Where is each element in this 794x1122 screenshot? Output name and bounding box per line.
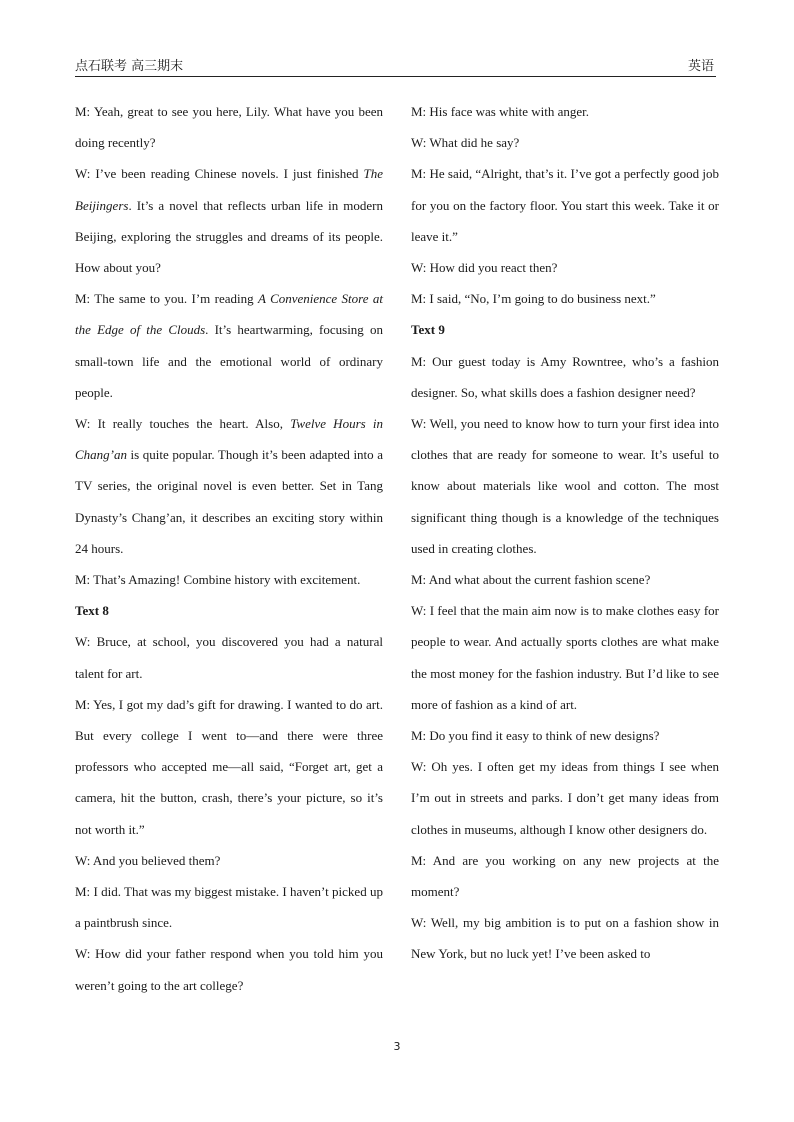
text-run: W: How did you react then? (411, 260, 558, 276)
text-run: M: I did. That was my biggest mistake. I haven’t picked up a paintbrush since. (75, 884, 383, 931)
header-subject: 英语 (687, 59, 714, 74)
text-run: M: And what about the current fashion scene? (411, 572, 651, 588)
dialogue-line (411, 595, 719, 720)
text-run: M: I said, “No, I’m going to do business next.” (411, 291, 656, 307)
section-heading (75, 595, 383, 626)
text-run: M: And are you working on any new projects at the moment? (411, 852, 719, 900)
text-run: M: His face was white with anger. (411, 104, 589, 119)
dialogue-line (75, 158, 383, 283)
page-number: 3 (393, 1040, 401, 1053)
text-run: W: What did he say? (411, 135, 520, 151)
dialogue-line (411, 408, 719, 564)
text-run: W: I’ve been reading Chinese novels. I just finished (75, 166, 364, 182)
text-run: is quite popular. Though it’s been adapted into a TV series, the original novel is even better. Set in Tang Dynasty’s Chang’an, it describes an exciting story within 24 hours. (75, 447, 383, 556)
dialogue-line (75, 845, 383, 876)
dialogue-line (411, 252, 719, 283)
dialogue-line (411, 564, 719, 595)
text-run: M: The same to you. I’m reading (75, 291, 258, 307)
text-run: . It’s heartwarming, focusing on small-town life and the emotional world of ordinary people. (75, 322, 383, 400)
dialogue-line (75, 408, 383, 564)
text-run: M: Our guest today is Amy Rowntree, who’s a fashion designer. So, what skills does a fashion designer need? (411, 353, 719, 400)
header-title: 点石联考 高三期末 (75, 59, 184, 74)
left-column (75, 96, 383, 1001)
dialogue-line (411, 283, 719, 314)
text-run: Text 9 (411, 322, 445, 338)
text-run: W: Well, my big ambition is to put on a fashion show in New York, but no luck yet! I’ve been asked to (411, 915, 719, 962)
book-title: Twelve Hours in Chang’an (75, 416, 383, 463)
text-run: M: Yeah, great to see you here, Lily. What have you been doing recently? (75, 104, 383, 151)
text-run: W: I feel that the main aim now is to make clothes easy for people to wear. And actually sports clothes are what make the most money for the fashion industry. But I’d like to see more of fashion as a kind of art. (411, 603, 719, 712)
text-run: Text 8 (75, 603, 109, 619)
dialogue-line (75, 283, 383, 408)
text-run: M: Yes, I got my dad’s gift for drawing. I wanted to do art. But every college I went to—and there were three professors who accepted me—all said, “Forget art, get a camera, hit the button, crash, there’s your picture, so it’s not worth it.” (75, 696, 383, 837)
dialogue-line (411, 907, 719, 969)
dialogue-line (411, 127, 719, 158)
dialogue-line (411, 845, 719, 907)
text-run: . It’s a novel that reflects urban life in modern Beijing, exploring the struggles and dreams of its people. How about you? (75, 197, 383, 276)
text-run: M: Do you find it easy to think of new designs? (411, 728, 660, 744)
dialogue-line (75, 938, 383, 1000)
text-run: W: Well, you need to know how to turn your first idea into clothes that are ready for someone to wear. It’s useful to know about materials like wool and cotton. The most significant thing though is a knowledge of the techniques used in creating clothes. (411, 416, 719, 556)
dialogue-line (75, 96, 383, 158)
dialogue-line (75, 876, 383, 938)
text-run: W: Oh yes. I often get my ideas from things I see when I’m out in streets and parks. I don’t get many ideas from clothes in museums, although I know other designers do. (411, 759, 719, 837)
dialogue-line (411, 751, 719, 845)
text-run: M: That’s Amazing! Combine history with excitement. (75, 572, 361, 588)
text-run: W: Bruce, at school, you discovered you had a natural talent for art. (75, 634, 383, 681)
dialogue-line (75, 564, 383, 595)
text-run: W: And you believed them? (75, 852, 221, 868)
text-run: W: It really touches the heart. Also, (75, 416, 291, 432)
book-title: The Beijingers (75, 166, 383, 213)
dialogue-line (75, 626, 383, 688)
section-heading (411, 314, 719, 345)
text-run: M: He said, “Alright, that’s it. I’ve got a perfectly good job for you on the factory floor. You start this week. Take it or leave it.” (411, 166, 719, 244)
text-run: W: How did your father respond when you told him you weren’t going to the art college? (75, 946, 383, 993)
dialogue-line (411, 158, 719, 252)
dialogue-line (411, 720, 719, 751)
dialogue-line (411, 346, 719, 408)
dialogue-line (75, 689, 383, 845)
dialogue-line (411, 96, 719, 127)
right-column (411, 96, 719, 970)
page-header (75, 58, 716, 77)
book-title: A Convenience Store at the Edge of the Clouds (75, 291, 383, 338)
